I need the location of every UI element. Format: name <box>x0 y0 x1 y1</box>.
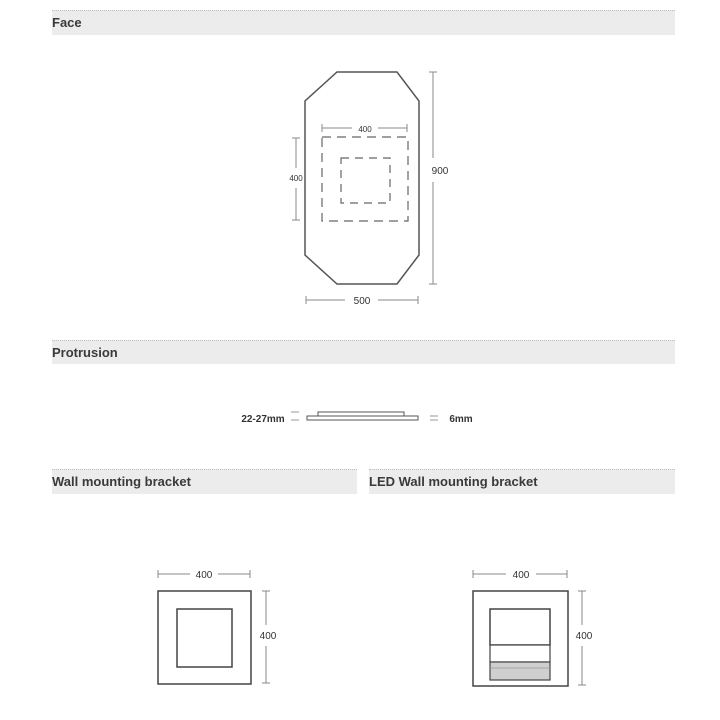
dim-label-thickness: 6mm <box>449 414 473 425</box>
dim-label-led-bracket-width: 400 <box>512 570 530 581</box>
section-title-led-wall-bracket: LED Wall mounting bracket <box>369 474 538 489</box>
face-diagram <box>289 72 448 307</box>
mirror-outline <box>305 72 419 284</box>
led-bracket-diagram <box>473 570 593 686</box>
dim-label-bracket-width: 400 <box>195 570 213 581</box>
protrusion-diagram <box>241 412 472 425</box>
dim-label-height: 900 <box>431 166 449 177</box>
bracket-inner-square <box>177 609 232 667</box>
bracket-outer-square <box>158 591 251 684</box>
section-title-protrusion: Protrusion <box>52 345 118 360</box>
dim-label-inner-height: 400 <box>289 174 303 183</box>
led-bracket-cover <box>490 645 550 662</box>
outer-dashed-square <box>322 137 408 221</box>
led-bracket-inner-square <box>490 609 550 645</box>
dim-label-inner-width: 400 <box>358 125 372 134</box>
section-title-wall-bracket: Wall mounting bracket <box>52 474 191 489</box>
profile-mirror-plate <box>307 416 418 420</box>
section-title-face: Face <box>52 15 82 30</box>
led-strip <box>490 662 550 680</box>
dim-label-bracket-height: 400 <box>259 631 277 642</box>
inner-dashed-square <box>341 158 390 203</box>
dim-label-led-bracket-height: 400 <box>575 631 593 642</box>
dim-label-protrusion: 22-27mm <box>241 414 285 425</box>
profile-back-plate <box>318 412 404 416</box>
dim-label-width: 500 <box>353 296 371 307</box>
wall-bracket-diagram <box>158 570 277 684</box>
